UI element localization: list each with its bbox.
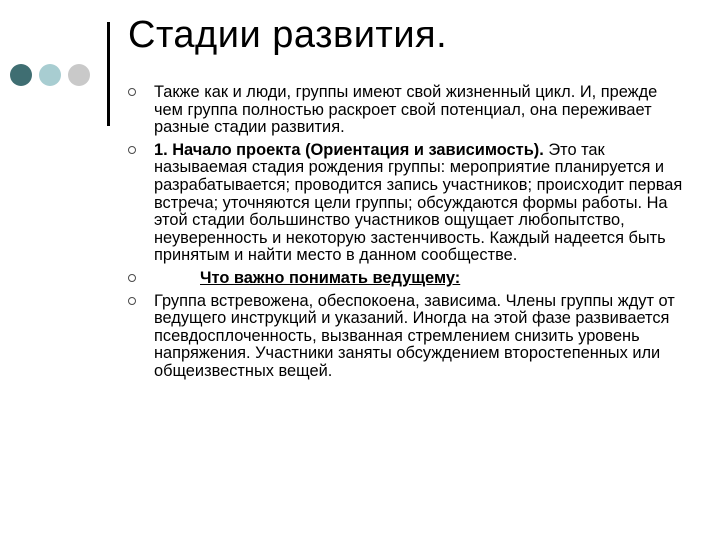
bullet-text: Это так называемая стадия рождения группы: мероприятие планируется и разрабатывается; проводится запись участников; происходит первая встреча; уточняются цели группы; обсуждаются формы работы. На этой стадии большинство участников ощущает любопытство, неуверенность и некоторую застенчивость. Каждый надеется быть принятым и найти место в данном сообществе. — [154, 140, 683, 265]
bullet-circle-icon — [128, 297, 136, 305]
bullet-list — [128, 84, 688, 386]
bullet-text: Группа встревожена, обеспокоена, зависима. Члены группы ждут от ведущего инструкций и указаний. Иногда на этой фазе развивается псевдосплоченность, вызванная стремлением снизить уровень напряжения. Участники заняты обсуждением второстепенных или общеизвестных вещей. — [154, 291, 675, 380]
bullet-circle-icon — [128, 88, 136, 96]
bullet-text: Также как и люди, группы имеют свой жизненный цикл. И, прежде чем группа полностью раскроет свой потенциал, она переживает разные стадии развития. — [154, 83, 658, 137]
list-item — [128, 270, 688, 288]
bullet-circle-icon — [128, 146, 136, 154]
bullet-circle-icon — [128, 274, 136, 282]
slide-title: Стадии развития. — [128, 14, 448, 56]
stage-heading: 1. Начало проекта (Ориентация и зависимость). — [154, 140, 544, 159]
decorative-dots — [10, 64, 100, 86]
facilitator-heading: Что важно понимать ведущему: — [200, 268, 461, 287]
dot-dark-icon — [10, 64, 32, 86]
list-item — [128, 84, 688, 137]
list-item — [128, 142, 688, 265]
title-divider — [107, 22, 110, 126]
dot-light-blue-icon — [39, 64, 61, 86]
list-item — [128, 293, 688, 381]
dot-gray-icon — [68, 64, 90, 86]
